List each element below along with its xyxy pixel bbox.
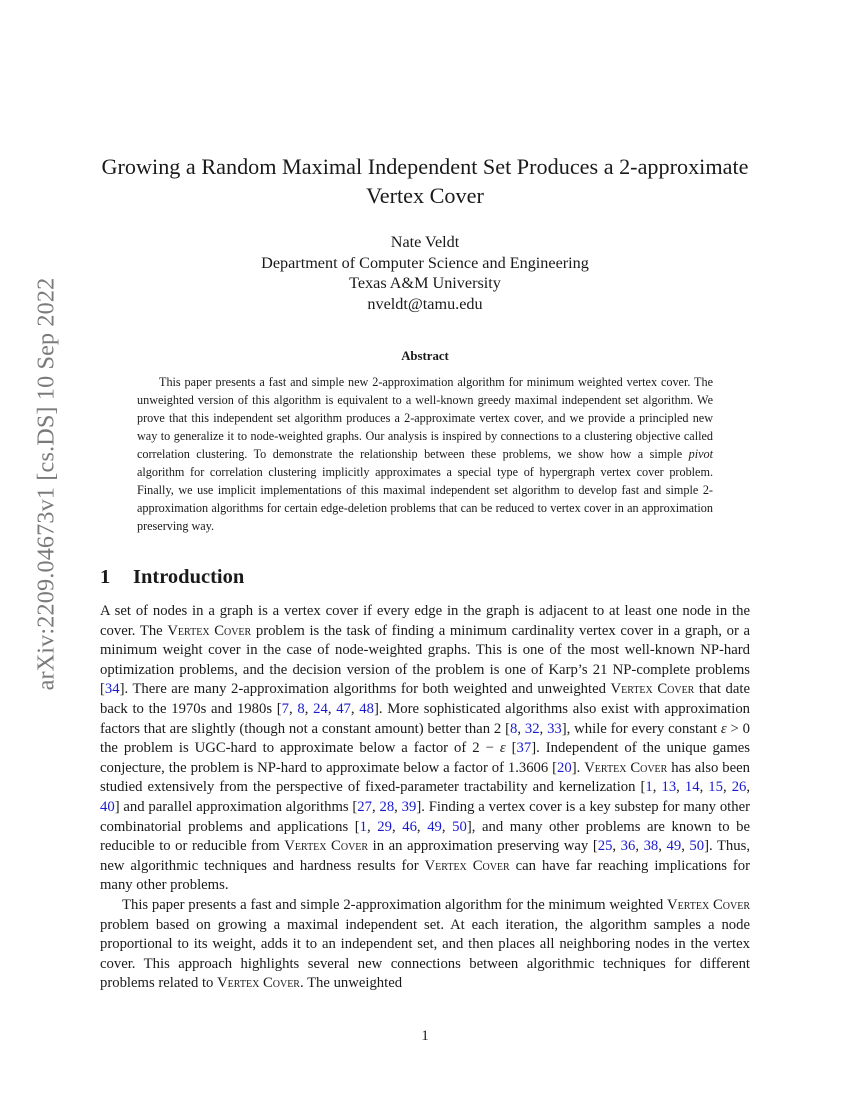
author-university: Texas A&M University <box>349 274 501 292</box>
citation-link[interactable]: 7 <box>281 700 289 717</box>
paragraph-text: ]. More sophisticated algorithms also exist with approximation factors that are slightly (though not a constant amount) better than 2 [ <box>100 700 751 737</box>
author-name: Nate Veldt <box>390 233 460 251</box>
abstract-text-part: This paper presents a fast and simple new 2-approximation algorithm for minimum weighted vertex cover. The unweighted version of this algorithm is equivalent to a well-known greedy maximal independent set algorithm. We prove that this independent set algorithm produces a 2-approximate vertex cover, and we provide a principled new way to generalize it to node-weighted graphs. Our analysis is inspired by connections to a clustering objective called correlation clustering. To demonstrate the relationship between these problems, we show how a simple <box>137 375 713 461</box>
paragraph-text: , <box>652 779 662 796</box>
vertex-cover-term: Vertex Cover <box>284 838 369 855</box>
paragraph-text: , <box>350 700 360 717</box>
paper-title: Growing a Random Maximal Independent Set Produces a 2-approximate Vertex Cover <box>101 154 749 208</box>
intro-paragraph <box>100 896 750 994</box>
paragraph-text: , <box>289 700 298 717</box>
vertex-cover-term: Vertex Cover <box>167 622 252 639</box>
paragraph-text: , <box>371 798 380 815</box>
paragraph-text: This paper presents a fast and simple 2-approximation algorithm for the minimum weighted <box>122 896 667 913</box>
citation-link[interactable]: 37 <box>516 740 532 757</box>
abstract-text <box>137 373 713 535</box>
paragraph-text: A set of nodes in a graph is a vertex cover if every edge in the graph is adjacent to at least one node in the cover. The <box>100 603 750 639</box>
citation-link[interactable]: 50 <box>689 838 705 855</box>
paragraph-text: > 0 the problem is UGC-hard to approximate below a factor of 2 − <box>100 720 751 757</box>
citation-link[interactable]: 1 <box>359 818 368 835</box>
citation-link[interactable]: 32 <box>524 720 540 737</box>
citation-link[interactable]: 28 <box>379 798 395 815</box>
paragraph-text: can have far reaching implications for many other problems. <box>100 857 750 894</box>
vertex-cover-term: Vertex Cover <box>584 759 668 776</box>
math-symbol: ε <box>720 720 727 737</box>
section-number: 1 <box>100 566 111 588</box>
citation-link[interactable]: 48 <box>359 700 374 717</box>
paragraph-text: , <box>722 779 732 796</box>
section-heading <box>100 566 244 589</box>
citation-link[interactable]: 24 <box>313 700 328 717</box>
paragraph-text: , <box>517 720 525 737</box>
citation-link[interactable]: 39 <box>401 798 417 815</box>
abstract-pivot-term: pivot <box>688 447 713 461</box>
citation-link[interactable]: 49 <box>666 838 682 855</box>
abstract-heading: Abstract <box>401 349 449 363</box>
paragraph-text: , <box>681 838 690 855</box>
author-email: nveldt@tamu.edu <box>367 294 483 313</box>
vertex-cover-term: Vertex Cover <box>610 681 695 698</box>
paragraph-text: , <box>658 838 667 855</box>
paragraph-text: problem based on growing a maximal independent set. At each iteration, the algorithm samples a node proportional to its weight, adds it to an independent set, and then places all neighboring nodes in the vertex cover. This approach highlights several new connections between algorithmic techniques for different problems related to <box>100 916 750 992</box>
intro-paragraph <box>100 602 750 896</box>
citation-link[interactable]: 50 <box>452 818 467 835</box>
paragraph-text: , <box>416 818 428 835</box>
citation-link[interactable]: 26 <box>731 779 747 796</box>
paragraph-text: ]. There are many 2-approximation algorithms for both weighted and unweighted <box>119 681 611 698</box>
paragraph-text: , <box>441 818 453 835</box>
citation-link[interactable]: 8 <box>509 720 518 737</box>
paragraph-text: [ <box>505 740 517 757</box>
citation-link[interactable]: 25 <box>597 838 613 855</box>
paragraph-text: that date back to the 1970s and 1980s [ <box>100 681 750 717</box>
paragraph-text: in an approximation preserving way [ <box>368 838 598 855</box>
paragraph-text: , <box>304 700 314 717</box>
paragraph-text: ]. Independent of the unique games conjecture, the problem is NP-hard to approximate below a factor of 1.3606 [ <box>100 740 750 776</box>
paragraph-text: , <box>746 779 751 796</box>
paragraph-text: ]. <box>571 759 585 776</box>
paragraph-text: ], while for every constant <box>561 720 721 737</box>
paragraph-text: has also been studied extensively from the perspective of fixed-parameter tractability and kernelization [ <box>100 759 750 796</box>
paragraph-text: ]. Finding a vertex cover is a key substep for many other combinatorial problems and applications [ <box>100 798 751 835</box>
arxiv-identifier <box>30 277 62 690</box>
vertex-cover-term: Vertex Cover <box>666 896 750 913</box>
citation-link[interactable]: 20 <box>557 759 572 776</box>
citation-link[interactable]: 1 <box>645 779 653 796</box>
arxiv-identifier-text: arXiv:2209.04673v1 [cs.DS] 10 Sep 2022 <box>32 277 60 690</box>
paragraph-text: , <box>635 838 644 855</box>
paragraph-text: ] and parallel approximation algorithms [ <box>114 798 358 815</box>
introduction-body <box>100 602 750 994</box>
paragraph-text: , <box>327 700 337 717</box>
paragraph-text: , <box>394 798 402 815</box>
citation-link[interactable]: 14 <box>684 779 700 796</box>
citation-link[interactable]: 46 <box>402 818 417 835</box>
citation-link[interactable]: 36 <box>620 838 636 855</box>
citation-link[interactable]: 40 <box>100 798 115 815</box>
abstract-text-part: algorithm for correlation clustering implicitly approximates a special type of hypergraph vertex cover problem. Finally, we use implicit implementations of this maximal independent set algorithm to develop fast and simple 2-approximation algorithms for certain edge-deletion problems that can be reduced to vertex cover in an approximation preserving way. <box>137 465 713 533</box>
paragraph-text: ]. Thus, new algorithmic techniques and hardness results for <box>100 838 751 874</box>
vertex-cover-term: Vertex Cover <box>217 975 300 992</box>
citation-link[interactable]: 29 <box>377 818 392 835</box>
citation-link[interactable]: 38 <box>643 838 659 855</box>
paragraph-text: problem is the task of finding a minimum cardinality vertex cover in a graph, or a minimum weight cover in the case of node-weighted graphs. This is one of the most well-known NP-hard optimization problems, and the decision version of the problem is one of Karp’s 21 NP-complete problems [ <box>100 622 751 698</box>
author-block <box>100 232 750 314</box>
citation-link[interactable]: 34 <box>104 681 120 698</box>
citation-link[interactable]: 13 <box>661 779 677 796</box>
math-symbol: ε <box>499 740 506 757</box>
page-number: 1 <box>421 1028 429 1044</box>
citation-link[interactable]: 47 <box>336 700 351 717</box>
section-title: Introduction <box>133 566 245 588</box>
paragraph-text: , <box>612 838 621 855</box>
paragraph-text: , <box>539 720 548 737</box>
paragraph-text: . The unweighted <box>299 975 403 992</box>
author-department: Department of Computer Science and Engineering <box>261 253 589 272</box>
paragraph-text: ], and many other problems are known to be reducible to or reducible from <box>100 818 750 855</box>
paragraph-text: , <box>676 779 685 796</box>
paragraph-text: , <box>699 779 709 796</box>
paragraph-text: , <box>391 818 403 835</box>
citation-link[interactable]: 15 <box>708 779 723 796</box>
citation-link[interactable]: 33 <box>547 720 562 737</box>
citation-link[interactable]: 27 <box>357 798 372 815</box>
citation-link[interactable]: 49 <box>427 818 442 835</box>
citation-link[interactable]: 8 <box>297 700 305 717</box>
vertex-cover-term: Vertex Cover <box>424 857 510 874</box>
paragraph-text: , <box>367 818 378 835</box>
